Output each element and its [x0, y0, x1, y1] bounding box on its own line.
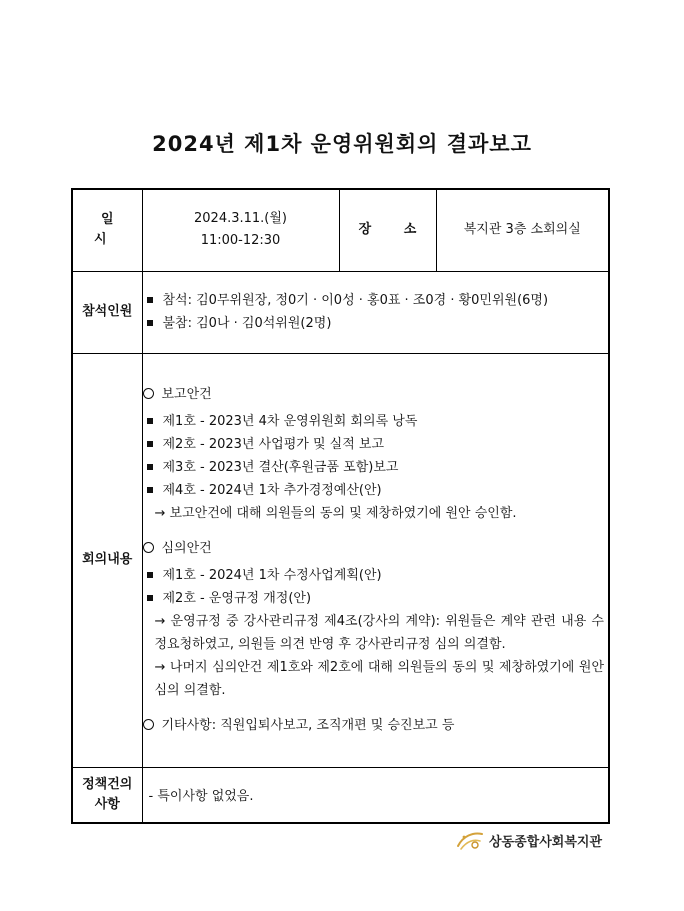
review-item: 제1호 - 2024년 1차 수정사업계획(안)	[143, 564, 609, 587]
document-title: 2024년 제1차 운영위원회의 결과보고	[152, 132, 532, 156]
organization-logo	[455, 826, 602, 854]
content-label-cell	[72, 353, 142, 767]
circle-bullet-icon	[143, 719, 154, 730]
square-bullet-icon	[147, 418, 153, 424]
review-heading: 심의안건	[143, 537, 609, 560]
policy-label-cell	[72, 767, 142, 823]
square-bullet-icon	[147, 297, 153, 303]
policy-label-line1: 정책건의	[82, 776, 133, 792]
other-items: 기타사항: 직원입퇴사보고, 조직개편 및 승진보고 등	[143, 714, 609, 737]
meeting-date: 2024.3.11.(월)	[194, 211, 287, 227]
attendees-label-cell	[72, 271, 142, 353]
report-item: 제1호 - 2023년 4차 운영위원회 회의록 낭독	[143, 410, 609, 433]
policy-value: - 특이사항 없었음.	[148, 789, 254, 805]
organization-name: 상동종합사회복지관	[489, 834, 603, 850]
square-bullet-icon	[147, 595, 153, 601]
report-result: → 보고안건에 대해 의원들의 동의 및 제창하였기에 원안 승인함.	[154, 506, 517, 521]
square-bullet-icon	[147, 572, 153, 578]
attendee-absent: 불참: 김0나 · 김0석위원(2명)	[143, 312, 609, 335]
place-label-cell	[339, 189, 436, 271]
policy-label-line2: 사항	[94, 796, 120, 812]
datetime-label-cell	[72, 189, 142, 271]
place-label: 장 소	[358, 222, 431, 238]
row-policy	[72, 767, 609, 823]
report-table	[71, 188, 610, 824]
report-heading: 보고안건	[143, 383, 609, 406]
content-label: 회의내용	[82, 552, 133, 567]
row-attendees	[72, 271, 609, 353]
report-item: 제2호 - 2023년 사업평가 및 실적 보고	[143, 433, 609, 456]
square-bullet-icon	[147, 487, 153, 493]
report-item: 제3호 - 2023년 결산(후원금품 포함)보고	[143, 456, 609, 479]
policy-value-cell	[142, 767, 609, 823]
datetime-value-cell	[142, 189, 339, 271]
content-value-cell	[142, 353, 609, 767]
circle-bullet-icon	[143, 388, 154, 399]
row-datetime-place	[72, 189, 609, 271]
square-bullet-icon	[147, 464, 153, 470]
place-value: 복지관 3층 소회의실	[463, 222, 581, 238]
meeting-time: 11:00-12:30	[200, 233, 281, 249]
square-bullet-icon	[147, 441, 153, 447]
square-bullet-icon	[147, 320, 153, 326]
datetime-label: 일 시	[93, 212, 128, 248]
row-content	[72, 353, 609, 767]
swirl-logo-icon	[455, 828, 485, 852]
report-item: 제4호 - 2024년 1차 추가경정예산(안)	[143, 479, 609, 502]
place-value-cell	[436, 189, 609, 271]
circle-bullet-icon	[143, 542, 154, 553]
attendee-present: 참석: 김0무위원장, 정0기 · 이0성 · 홍0표 · 조0경 · 황0민위원(6명)	[143, 289, 609, 312]
review-result-2: → 나머지 심의안건 제1호와 제2호에 대해 의원들의 동의 및 제창하였기에 원안 심의 의결함.	[154, 660, 604, 698]
review-result-1: → 운영규정 중 강사관리규정 제4조(강사의 계약): 위원들은 계약 관련 내용 수정요청하였고, 의원들 의견 반영 후 강사관리규정 심의 의결함.	[154, 614, 604, 652]
attendees-label: 참석인원	[82, 304, 133, 319]
attendees-value-cell	[142, 271, 609, 353]
review-item: 제2호 - 운영규정 개정(안)	[143, 587, 609, 610]
